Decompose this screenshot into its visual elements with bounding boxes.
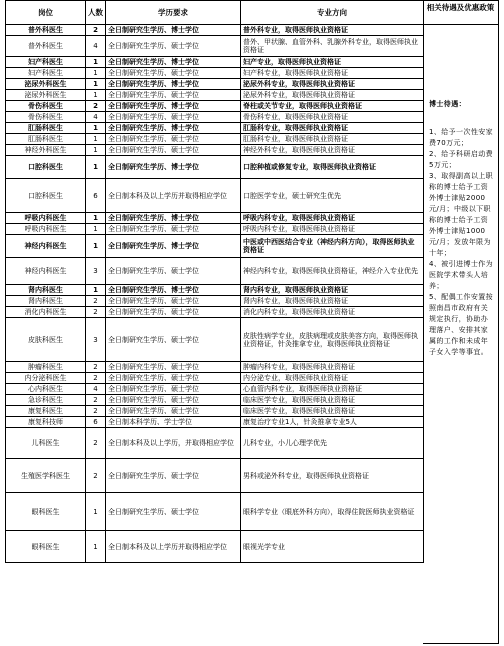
cell-position: 生殖医学科医生: [6, 459, 86, 493]
table-row: [6, 296, 424, 307]
cell-education: 全日制研究生学历、硕士学位: [106, 134, 241, 145]
cell-education: 全日制研究生学历、硕士学位: [106, 258, 241, 285]
cell-position: 呼吸内科医生: [6, 224, 86, 235]
benefits-column: [423, 0, 499, 644]
cell-education: 全日制研究生学历、博士学位: [106, 156, 241, 179]
cell-count: 1: [86, 123, 106, 134]
cell-education: 全日制研究生学历、硕士学位: [106, 296, 241, 307]
cell-position: 普外科医生: [6, 36, 86, 57]
cell-position: 康复科技师: [6, 417, 86, 428]
table-row: [6, 145, 424, 156]
table-row: [6, 101, 424, 112]
benefit-item-5: 5、配偶工作安置按照南昌市政府有关规定执行，协助办理落户、安排其家属的工作和未成年子女入学等事宜。: [429, 293, 494, 356]
cell-major: 内分泌专业，取得医师执业资格证: [241, 373, 424, 384]
table-row: [6, 156, 424, 179]
cell-count: 2: [86, 25, 106, 36]
table-row: [6, 417, 424, 428]
cell-major: 神经外科专业，取得医师执业资格证: [241, 145, 424, 156]
cell-position: 口腔科医生: [6, 156, 86, 179]
cell-major: 消化内科专业，取得医师执业资格证: [241, 307, 424, 318]
cell-position: 皮肤科医生: [6, 318, 86, 362]
table-row: [6, 224, 424, 235]
cell-education: 全日制研究生学历、硕士学位: [106, 459, 241, 493]
table-row: [6, 123, 424, 134]
cell-major: 肿瘤内科专业，取得医师执业资格证: [241, 362, 424, 373]
cell-major: 泌尿外科专业，取得医师执业资格证: [241, 79, 424, 90]
cell-position: 消化内科医生: [6, 307, 86, 318]
cell-position: 眼科医生: [6, 531, 86, 563]
cell-count: 1: [86, 235, 106, 258]
cell-count: 2: [86, 373, 106, 384]
cell-education: 全日制研究生学历、硕士学位: [106, 384, 241, 395]
cell-major: 肛肠科专业，取得医师执业资格证: [241, 123, 424, 134]
cell-count: 4: [86, 112, 106, 123]
cell-count: 1: [86, 156, 106, 179]
cell-count: 2: [86, 459, 106, 493]
table-row: [6, 25, 424, 36]
cell-count: 1: [86, 224, 106, 235]
cell-count: 2: [86, 307, 106, 318]
cell-count: 4: [86, 36, 106, 57]
benefit-item-2: 2、给予科研启动费5万元；: [429, 150, 494, 169]
cell-education: 全日制研究生学历、硕士学位: [106, 307, 241, 318]
cell-count: 1: [86, 493, 106, 531]
table-row: [6, 235, 424, 258]
cell-position: 肛肠科医生: [6, 123, 86, 134]
table-row: [6, 179, 424, 213]
cell-position: 神经内科医生: [6, 258, 86, 285]
cell-position: 妇产科医生: [6, 68, 86, 79]
header-position: 岗位: [6, 1, 86, 25]
cell-position: 肿瘤科医生: [6, 362, 86, 373]
cell-position: 普外科医生: [6, 25, 86, 36]
cell-education: 全日制研究生学历、硕士学位: [106, 493, 241, 531]
benefits-body: [423, 25, 498, 358]
cell-count: 6: [86, 417, 106, 428]
table-row: [6, 79, 424, 90]
cell-major: 骨伤科专业，取得医师执业资格证: [241, 112, 424, 123]
cell-count: 2: [86, 362, 106, 373]
cell-position: 内分泌科医生: [6, 373, 86, 384]
cell-count: 3: [86, 318, 106, 362]
cell-major: 妇产专业，取得医师执业资格证: [241, 57, 424, 68]
cell-education: 全日制研究生学历、硕士学位: [106, 68, 241, 79]
cell-education: 全日制研究生学历、硕士学位: [106, 145, 241, 156]
table-row: [6, 395, 424, 406]
table-row: [6, 307, 424, 318]
table-row: [6, 112, 424, 123]
cell-position: 泌尿外科医生: [6, 90, 86, 101]
cell-major: 神经内科专业，取得医师执业资格证，神经介入专业优先: [241, 258, 424, 285]
cell-position: 神经内科医生: [6, 235, 86, 258]
cell-count: 2: [86, 428, 106, 459]
cell-education: 全日制研究生学历、博士学位: [106, 285, 241, 296]
cell-education: 全日制研究生学历、硕士学位: [106, 36, 241, 57]
table-row: [6, 318, 424, 362]
header-benefits: 相关待遇及优惠政策: [423, 1, 498, 25]
table-row: [6, 406, 424, 417]
cell-education: 全日制研究生学历、硕士学位: [106, 406, 241, 417]
header-education: 学历要求: [106, 1, 241, 25]
cell-major: 呼吸内科专业，取得医师执业资格证: [241, 213, 424, 224]
cell-education: 全日制研究生学历、硕士学位: [106, 395, 241, 406]
cell-education: 全日制研究生学历、博士学位: [106, 101, 241, 112]
cell-position: 神经外科医生: [6, 145, 86, 156]
cell-position: 康复科医生: [6, 406, 86, 417]
cell-education: 全日制研究生学历、博士学位: [106, 213, 241, 224]
cell-major: 普外科专业，取得医师执业资格证: [241, 25, 424, 36]
cell-position: 口腔科医生: [6, 179, 86, 213]
cell-count: 6: [86, 179, 106, 213]
cell-major: 肾内科专业，取得医师执业资格证: [241, 285, 424, 296]
table-row: [6, 36, 424, 57]
cell-major: 眼科学专业（眼底外科方向），取得住院医师执业资格证: [241, 493, 424, 531]
cell-major: 临床医学专业，取得医师执业资格证: [241, 406, 424, 417]
table-row: [6, 531, 424, 563]
cell-count: 2: [86, 296, 106, 307]
table-row: [6, 384, 424, 395]
cell-major: 中医或中西医结合专业（神经内科方向），取得医师执业资格证: [241, 235, 424, 258]
header-major: 专业方向: [241, 1, 424, 25]
cell-position: 心内科医生: [6, 384, 86, 395]
benefit-item-4: 4、被引进博士作为医院学术带头人培养；: [429, 260, 494, 290]
cell-major: 临床医学专业，取得医师执业资格证: [241, 395, 424, 406]
table-row: [6, 68, 424, 79]
cell-position: 泌尿外科医生: [6, 79, 86, 90]
cell-count: 2: [86, 406, 106, 417]
cell-count: 1: [86, 285, 106, 296]
cell-count: 1: [86, 57, 106, 68]
cell-education: 全日制研究生学历、博士学位: [106, 25, 241, 36]
cell-education: 全日制本科及以上学历，并取得相应学位: [106, 428, 241, 459]
benefit-item-1: 1、给予一次性安家费70万元；: [429, 128, 494, 147]
benefits-title: 博士待遇：: [429, 100, 466, 108]
benefit-item-3: 3、取得副高以上职称的博士给予工资外博士津贴2000元/月；中级以下职称的博士给予工资外博士津贴1000元/月；发放年限为十年；: [429, 172, 494, 257]
cell-count: 1: [86, 90, 106, 101]
cell-major: 皮肤性病学专业，皮肤病理或皮肤美容方向，取得医师执业资格证，针灸推拿专业，取得医师执业资格证: [241, 318, 424, 362]
cell-count: 1: [86, 79, 106, 90]
table-row: [6, 90, 424, 101]
table-row: [6, 213, 424, 224]
cell-position: 骨伤科医生: [6, 112, 86, 123]
table-row: [6, 134, 424, 145]
cell-count: 4: [86, 384, 106, 395]
table-header-row: [6, 1, 424, 25]
cell-major: 眼视光学专业: [241, 531, 424, 563]
cell-position: 急诊科医生: [6, 395, 86, 406]
cell-count: 2: [86, 395, 106, 406]
cell-major: 男科或泌外科专业，取得医师执业资格证: [241, 459, 424, 493]
cell-count: 1: [86, 145, 106, 156]
table-row: [6, 428, 424, 459]
cell-major: 儿科专业，小儿心理学优先: [241, 428, 424, 459]
cell-major: 心血管内科专业，取得医师执业资格证: [241, 384, 424, 395]
table-row: [6, 459, 424, 493]
cell-education: 全日制研究生学历、硕士学位: [106, 318, 241, 362]
cell-major: 妇产科专业，取得医师执业资格证: [241, 68, 424, 79]
cell-major: 普外、甲状腺、血管外科、乳腺外科专业，取得医师执业资格证: [241, 36, 424, 57]
cell-education: 全日制研究生学历、博士学位: [106, 123, 241, 134]
cell-major: 口腔医学专业，硕士研究生优先: [241, 179, 424, 213]
cell-education: 全日制研究生学历、硕士学位: [106, 373, 241, 384]
cell-count: 3: [86, 258, 106, 285]
cell-major: 口腔种植或修复专业，取得医师执业资格证: [241, 156, 424, 179]
table-row: [6, 493, 424, 531]
table-row: [6, 373, 424, 384]
cell-count: 1: [86, 68, 106, 79]
cell-position: 肛肠科医生: [6, 134, 86, 145]
table-row: [6, 362, 424, 373]
cell-major: 脊柱或关节专业，取得医师执业资格证: [241, 101, 424, 112]
cell-position: 骨伤科医生: [6, 101, 86, 112]
cell-position: 肾内科医生: [6, 285, 86, 296]
cell-major: 肾内科专业，取得医师执业资格证: [241, 296, 424, 307]
cell-major: 肛肠科专业，取得医师执业资格证: [241, 134, 424, 145]
recruitment-table: [5, 0, 424, 563]
table-row: [6, 57, 424, 68]
cell-major: 康复治疗专业1人，针灸推拿专业5人: [241, 417, 424, 428]
table-row: [6, 285, 424, 296]
cell-count: 2: [86, 101, 106, 112]
cell-education: 全日制研究生学历、硕士学位: [106, 362, 241, 373]
cell-education: 全日制研究生学历、硕士学位: [106, 112, 241, 123]
cell-major: 泌尿外科专业，取得医师执业资格证: [241, 90, 424, 101]
cell-education: 全日制研究生学历、硕士学位: [106, 224, 241, 235]
cell-position: 眼科医生: [6, 493, 86, 531]
table-row: [6, 258, 424, 285]
cell-education: 全日制本科及以上学历并取得相应学位: [106, 179, 241, 213]
cell-position: 呼吸内科医生: [6, 213, 86, 224]
cell-count: 1: [86, 531, 106, 563]
cell-education: 全日制研究生学历、博士学位: [106, 79, 241, 90]
cell-position: 儿科医生: [6, 428, 86, 459]
header-count: 人数: [86, 1, 106, 25]
cell-position: 妇产科医生: [6, 57, 86, 68]
cell-education: 全日制本科及以上学历并取得相应学位: [106, 531, 241, 563]
cell-education: 全日制研究生学历、博士学位: [106, 235, 241, 258]
cell-education: 全日制研究生学历、博士学位: [106, 57, 241, 68]
cell-education: 全日制研究生学历、硕士学位: [106, 90, 241, 101]
cell-count: 1: [86, 134, 106, 145]
cell-education: 全日制本科学历、学士学位: [106, 417, 241, 428]
cell-position: 肾内科医生: [6, 296, 86, 307]
cell-major: 呼吸内科专业，取得医师执业资格证: [241, 224, 424, 235]
cell-count: 1: [86, 213, 106, 224]
